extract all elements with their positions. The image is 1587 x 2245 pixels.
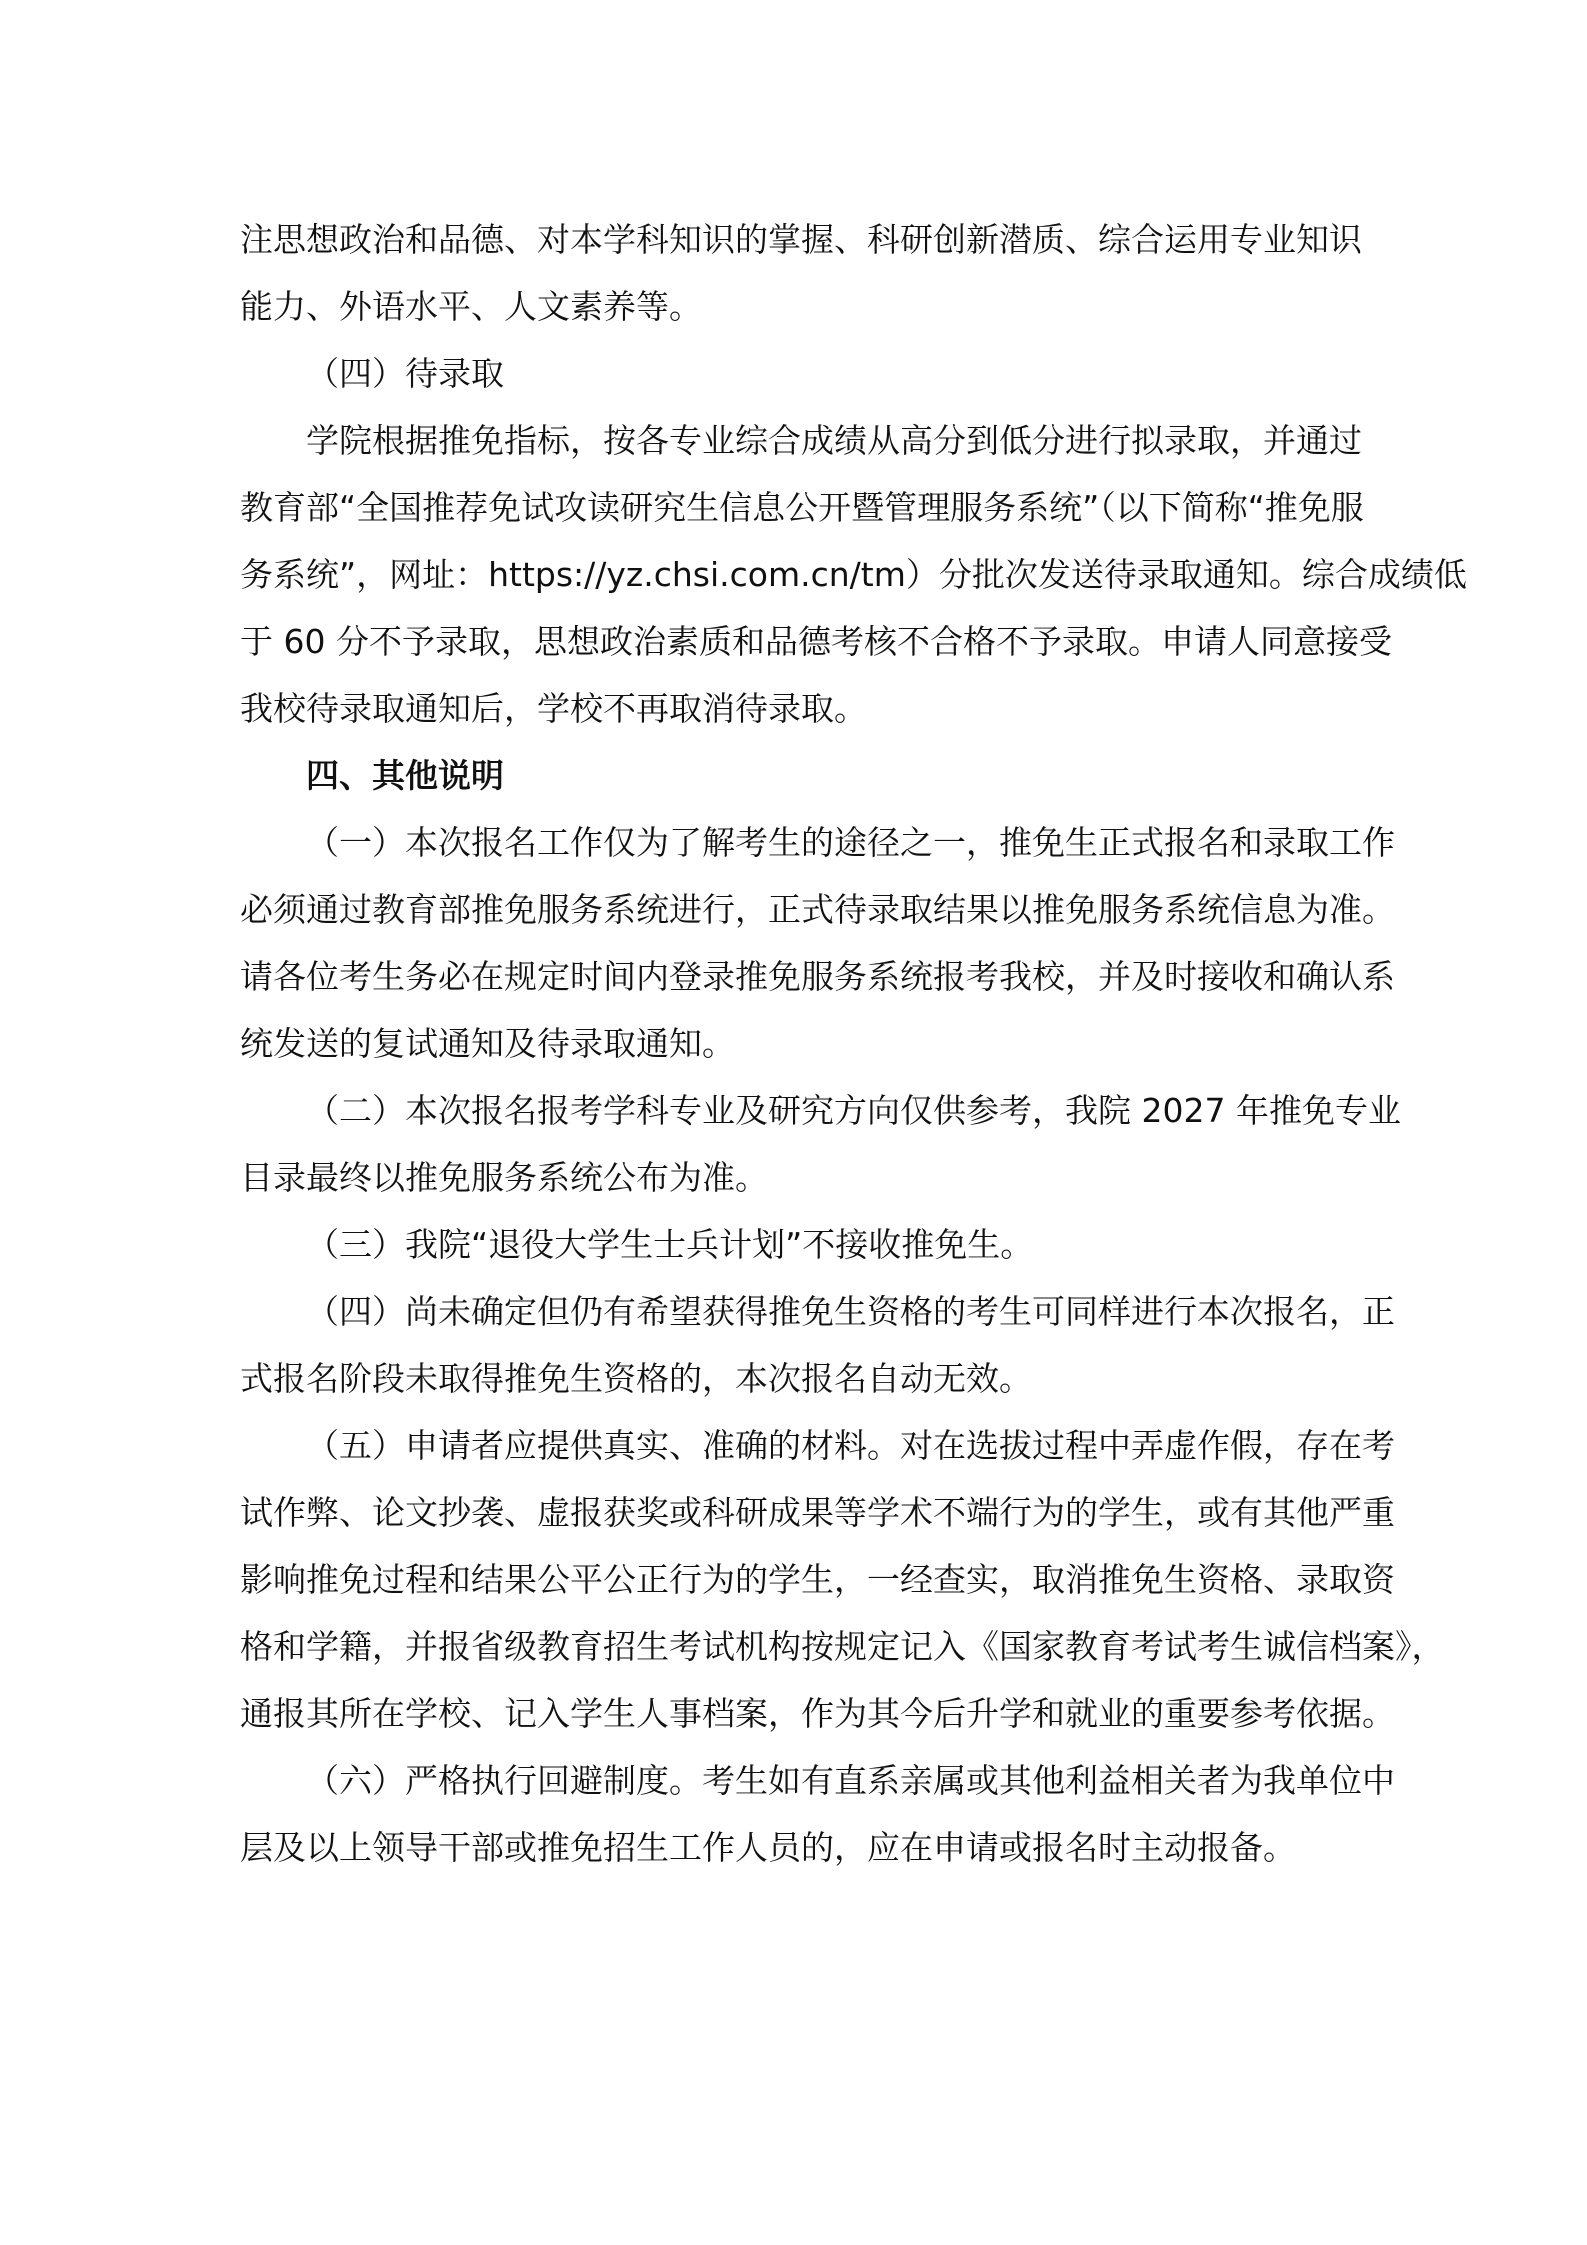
text-line: （四）尚未确定但仍有希望获得推免生资格的考生可同样进行本次报名，正 — [306, 1292, 1395, 1331]
section-heading: 四、其他说明 — [306, 756, 504, 795]
text-line: （一）本次报名工作仅为了解考生的途径之一，推免生正式报名和录取工作 — [306, 823, 1395, 862]
text-line: （二）本次报名报考学科专业及研究方向仅供参考，我院 2027 年推免专业 — [306, 1091, 1401, 1130]
text-line: 试作弊、论文抄袭、虚报获奖或科研成果等学术不端行为的学生，或有其他严重 — [240, 1493, 1395, 1532]
text-line: 必须通过教育部推免服务系统进行，正式待录取结果以推免服务系统信息为准。 — [240, 890, 1395, 929]
text-line: 能力、外语水平、人文素养等。 — [240, 287, 702, 326]
text-line: 于 60 分不予录取，思想政治素质和品德考核不合格不予录取。申请人同意接受 — [240, 622, 1392, 661]
text-line: 我校待录取通知后，学校不再取消待录取。 — [240, 689, 867, 728]
text-line: 层及以上领导干部或推免招生工作人员的，应在申请或报名时主动报备。 — [240, 1828, 1296, 1867]
document-body — [240, 206, 1467, 1881]
text-line: 目录最终以推免服务系统公布为准。 — [240, 1158, 768, 1197]
text-line: 统发送的复试通知及待录取通知。 — [240, 1024, 735, 1063]
text-line: 注思想政治和品德、对本学科知识的掌握、科研创新潜质、综合运用专业知识 — [240, 220, 1362, 259]
text-line: 请各位考生务必在规定时间内登录推免服务系统报考我校，并及时接收和确认系 — [240, 957, 1395, 996]
subsection-heading: （四）待录取 — [306, 354, 504, 393]
text-line: 学院根据推免指标，按各专业综合成绩从高分到低分进行拟录取，并通过 — [306, 421, 1362, 460]
text-line: （五）申请者应提供真实、准确的材料。对在选拔过程中弄虚作假，存在考 — [306, 1426, 1395, 1465]
text-line: （三）我院“退役大学生士兵计划”不接收推免生。 — [306, 1225, 1034, 1264]
text-line: 教育部“全国推荐免试攻读研究生信息公开暨管理服务系统”（以下简称“推免服 — [240, 488, 1364, 527]
text-line: （六）严格执行回避制度。考生如有直系亲属或其他利益相关者为我单位中 — [306, 1761, 1395, 1800]
text-line: 务系统”，网址：https://yz.chsi.com.cn/tm）分批次发送待录取通知。综合成绩低 — [240, 555, 1467, 594]
text-line: 通报其所在学校、记入学生人事档案，作为其今后升学和就业的重要参考依据。 — [240, 1694, 1395, 1733]
text-line: 格和学籍，并报省级教育招生考试机构按规定记入《国家教育考试考生诚信档案》， — [240, 1627, 1445, 1666]
text-line: 影响推免过程和结果公平公正行为的学生，一经查实，取消推免生资格、录取资 — [240, 1560, 1395, 1599]
text-line: 式报名阶段未取得推免生资格的，本次报名自动无效。 — [240, 1359, 1032, 1398]
